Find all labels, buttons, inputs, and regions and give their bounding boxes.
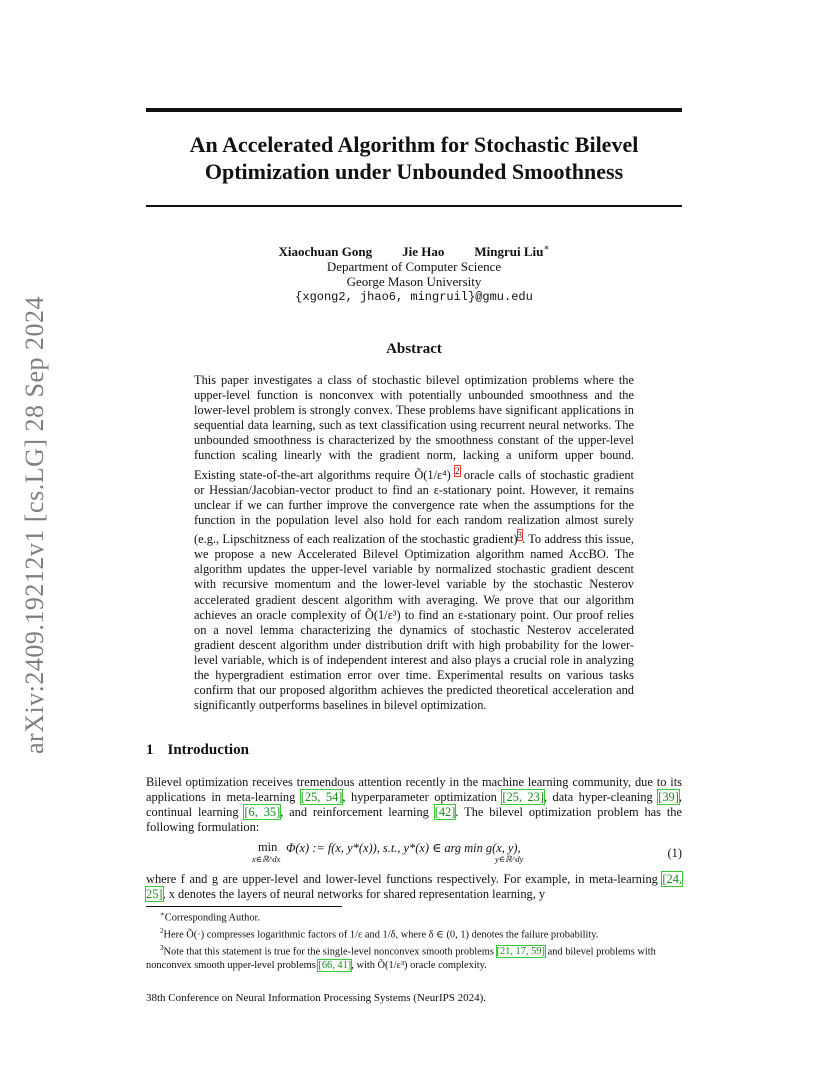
abstract-body: This paper investigates a class of stochastic bilevel optimization problems where the upper-level function is nonconvex with potentially unbounded smoothness and the lower-level problem is strongly convex. These problems have significant applications in sequential data learning, such as text classification using recurrent neural networks. The unbounded smoothness is characterized by the smoothness constant of the upper-level function scaling linearly with the gradient norm, lacking a uniform upper bound. Existing state-of-the-art algorithms require Õ(1/ε⁴) $^2$ oracle calls of stochastic gradient or Hessian/Jacobian-vector product to find an ε-stationary point. However, it remains unclear if we can further improve the convergence rate when the assumptions for the function in the population level also hold for each random realization almost surely (e.g., Lipschitzness of each realization of the stochastic gradient)$^3$. To address this issue, we propose a new Accelerated Bilevel Optimization algorithm named AccBO. The algorithm updates the upper-level variable by normalized stochastic gradient descent with recursive momentum and the lower-level variable by the stochastic Nesterov accelerated gradient descent algorithm with averaging. We prove that our algorithm achieves an oracle complexity of Õ(1/ε³) to find an ε-stationary point. Our proof relies on a novel lemma characterizing the dynamics of stochastic Nesterov accelerated gradient descent algorithm under distribution drift with high probability for the lower-level variable, which is of independent interest and also plays a crucial role in analyzing the hypergradient estimation error over time. Experimental results on various tasks confirm that our proposed algorithm achieves the predicted theoretical acceleration and significantly outperforms baselines in bilevel optimization.	[194, 373, 635, 713]
math-expression: Õ(1/ε³)	[364, 607, 401, 622]
title-top-rule	[146, 108, 682, 112]
arxiv-identifier-stamp: arXiv:2409.19212v1 [cs.LG] 28 Sep 2024	[20, 295, 49, 755]
equation-number: (1)	[667, 846, 682, 860]
equation-body: Φ(x) := f(x, y*(x)), s.t., y*(x) ∈ arg min g(x, y),	[286, 841, 521, 855]
citation-link[interactable]: [6, 35]	[244, 805, 281, 820]
footnote-2: $^2$Here Õ(·) compresses logarithmic factors of 1/ε and 1/δ, where δ ∈ (0, 1) denotes the failure probability.	[160, 926, 599, 941]
citation-link[interactable]: [66, 41]	[318, 959, 352, 971]
author-name: Xiaochuan Gong	[278, 244, 373, 260]
footnote-rule	[146, 906, 342, 907]
footnote-link-2[interactable]: 2	[455, 465, 460, 476]
author-name: Jie Hao	[402, 244, 445, 260]
equation-argmin-subscript: y∈ℝ^dy	[495, 854, 524, 864]
citation-link[interactable]: [21, 17, 59]	[496, 946, 545, 958]
equation-min-subscript: x∈ℝ^dx	[252, 854, 281, 864]
footnotes	[146, 908, 682, 972]
citation-link[interactable]: [39]	[658, 790, 679, 805]
equation-1	[146, 840, 682, 870]
section-number: 1	[146, 742, 154, 758]
author-university: George Mason University	[346, 274, 482, 289]
title-line-2: Optimization under Unbounded Smoothness	[204, 159, 624, 184]
footnote-link-3[interactable]: 3	[517, 530, 522, 541]
math-expression: Õ(1/ε⁴)	[414, 467, 451, 482]
author-name: Mingrui Liu∗	[474, 243, 550, 260]
footnote-3: $^3$Note that this statement is true for the single-level nonconvex smooth problems [21, 17, 59] and bilevel problems with nonconvex smooth upper-level problems [66, 41], with Õ(1/ε³) oracle complexity.	[146, 943, 656, 971]
title-line-1: An Accelerated Algorithm for Stochastic Bilevel	[189, 132, 639, 157]
paper-title	[146, 131, 682, 185]
introduction-paragraph-continued: where f and g are upper-level and lower-level functions respectively. For example, in meta-learning [24, 25], x denotes the layers of neural networks for shared representation learning, y	[146, 872, 682, 902]
citation-link[interactable]: [25, 23]	[502, 790, 544, 805]
footnote-1: ∗Corresponding Author.	[160, 910, 261, 924]
citation-link[interactable]: [42]	[434, 805, 456, 820]
author-department: Department of Computer Science	[326, 259, 502, 274]
title-bottom-rule	[146, 205, 682, 207]
section-title: Introduction	[167, 742, 249, 758]
citation-link[interactable]: [24, 25]	[146, 872, 682, 902]
conference-venue-note: 38th Conference on Neural Information Processing Systems (NeurIPS 2024).	[146, 992, 487, 1004]
abstract-heading: Abstract	[386, 341, 442, 357]
introduction-paragraph: Bilevel optimization receives tremendous attention recently in the machine learning community, due to its applications in meta-learning [25, 54], hyperparameter optimization [25, 23], data hyper-cleaning [39], continual learning [6, 35], and reinforcement learning [42]. The bilevel optimization problem has the following formulation:	[146, 775, 682, 835]
section-heading-introduction	[146, 742, 249, 759]
citation-link[interactable]: [25, 54]	[300, 790, 343, 805]
author-emails: {xgong2, jhao6, mingruil}@gmu.edu	[295, 290, 533, 304]
author-list	[146, 243, 682, 260]
equation-min-operator: min	[258, 840, 278, 854]
